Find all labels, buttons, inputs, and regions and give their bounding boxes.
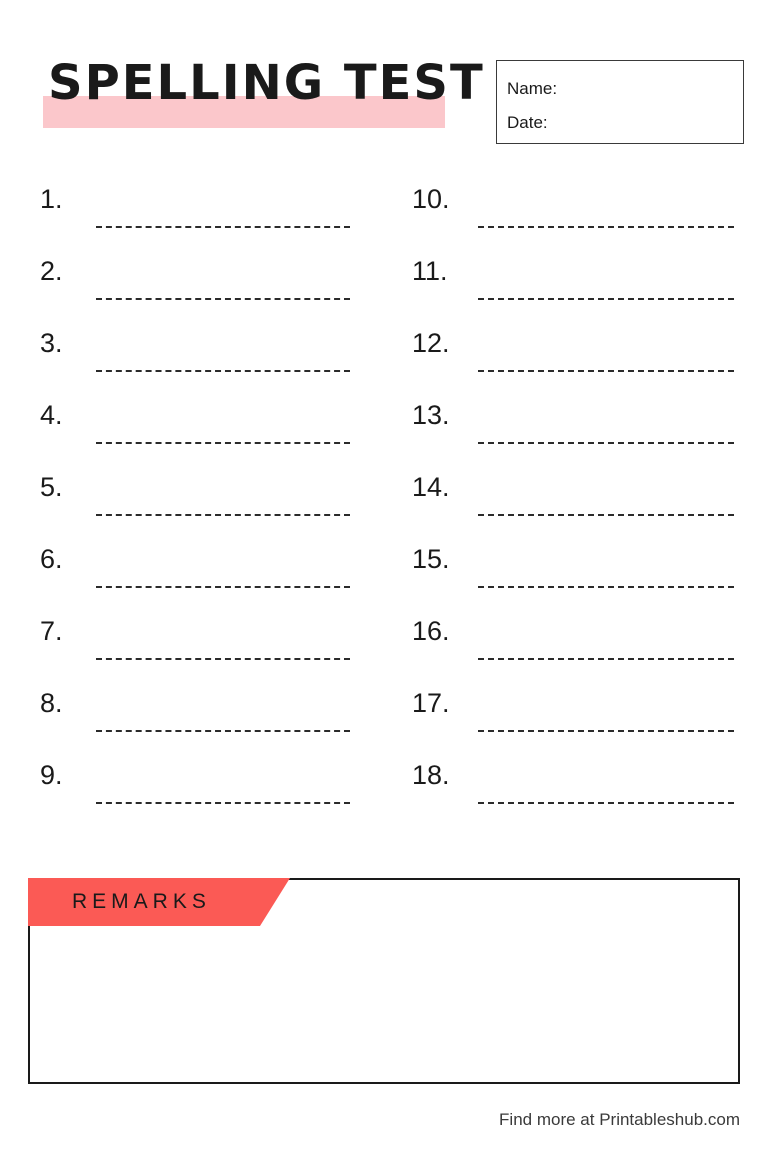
answer-line[interactable] (96, 226, 350, 228)
answer-line[interactable] (478, 370, 734, 372)
list-item[interactable] (412, 674, 742, 746)
answer-line[interactable] (96, 370, 350, 372)
answer-column-left (40, 170, 360, 818)
list-item[interactable] (40, 746, 360, 818)
answer-line[interactable] (96, 298, 350, 300)
answer-line[interactable] (96, 730, 350, 732)
list-item[interactable] (40, 458, 360, 530)
list-item[interactable] (40, 170, 360, 242)
item-number: 2. (40, 256, 63, 286)
list-item[interactable] (412, 746, 742, 818)
item-number: 3. (40, 328, 63, 358)
answer-column-right (412, 170, 742, 818)
list-item[interactable] (412, 170, 742, 242)
item-number: 15. (412, 544, 450, 574)
answer-line[interactable] (478, 298, 734, 300)
answer-line[interactable] (96, 442, 350, 444)
item-number: 13. (412, 400, 450, 430)
list-item[interactable] (40, 530, 360, 602)
item-number: 1. (40, 184, 63, 214)
remarks-label: REMARKS (72, 890, 211, 913)
date-label: Date: (507, 113, 548, 132)
list-item[interactable] (40, 602, 360, 674)
item-number: 5. (40, 472, 63, 502)
item-number: 11. (412, 256, 448, 286)
answer-line[interactable] (478, 586, 734, 588)
page-title: SPELLING TEST (48, 55, 485, 111)
list-item[interactable] (412, 314, 742, 386)
item-number: 9. (40, 760, 63, 790)
list-item[interactable] (40, 314, 360, 386)
list-item[interactable] (40, 242, 360, 314)
list-item[interactable] (412, 602, 742, 674)
item-number: 10. (412, 184, 450, 214)
item-number: 16. (412, 616, 450, 646)
list-item[interactable] (412, 386, 742, 458)
answer-line[interactable] (478, 802, 734, 804)
remarks-section (28, 878, 740, 1084)
answer-line[interactable] (96, 514, 350, 516)
item-number: 4. (40, 400, 63, 430)
remarks-input[interactable] (30, 926, 738, 1082)
answer-line[interactable] (478, 442, 734, 444)
answer-line[interactable] (478, 226, 734, 228)
answer-line[interactable] (478, 730, 734, 732)
list-item[interactable] (412, 458, 742, 530)
footer-credit: Find more at Printableshub.com (499, 1110, 740, 1129)
list-item[interactable] (412, 242, 742, 314)
name-label: Name: (507, 79, 558, 98)
item-number: 12. (412, 328, 450, 358)
name-date-box (496, 60, 744, 144)
item-number: 8. (40, 688, 63, 718)
item-number: 7. (40, 616, 63, 646)
answer-line[interactable] (478, 514, 734, 516)
answer-line[interactable] (478, 658, 734, 660)
list-item[interactable] (40, 386, 360, 458)
answer-line[interactable] (96, 586, 350, 588)
answer-line[interactable] (96, 658, 350, 660)
item-number: 14. (412, 472, 450, 502)
answer-lists (0, 170, 768, 840)
item-number: 17. (412, 688, 450, 718)
worksheet-header (0, 28, 768, 132)
list-item[interactable] (412, 530, 742, 602)
item-number: 6. (40, 544, 63, 574)
item-number: 18. (412, 760, 450, 790)
answer-line[interactable] (96, 802, 350, 804)
list-item[interactable] (40, 674, 360, 746)
